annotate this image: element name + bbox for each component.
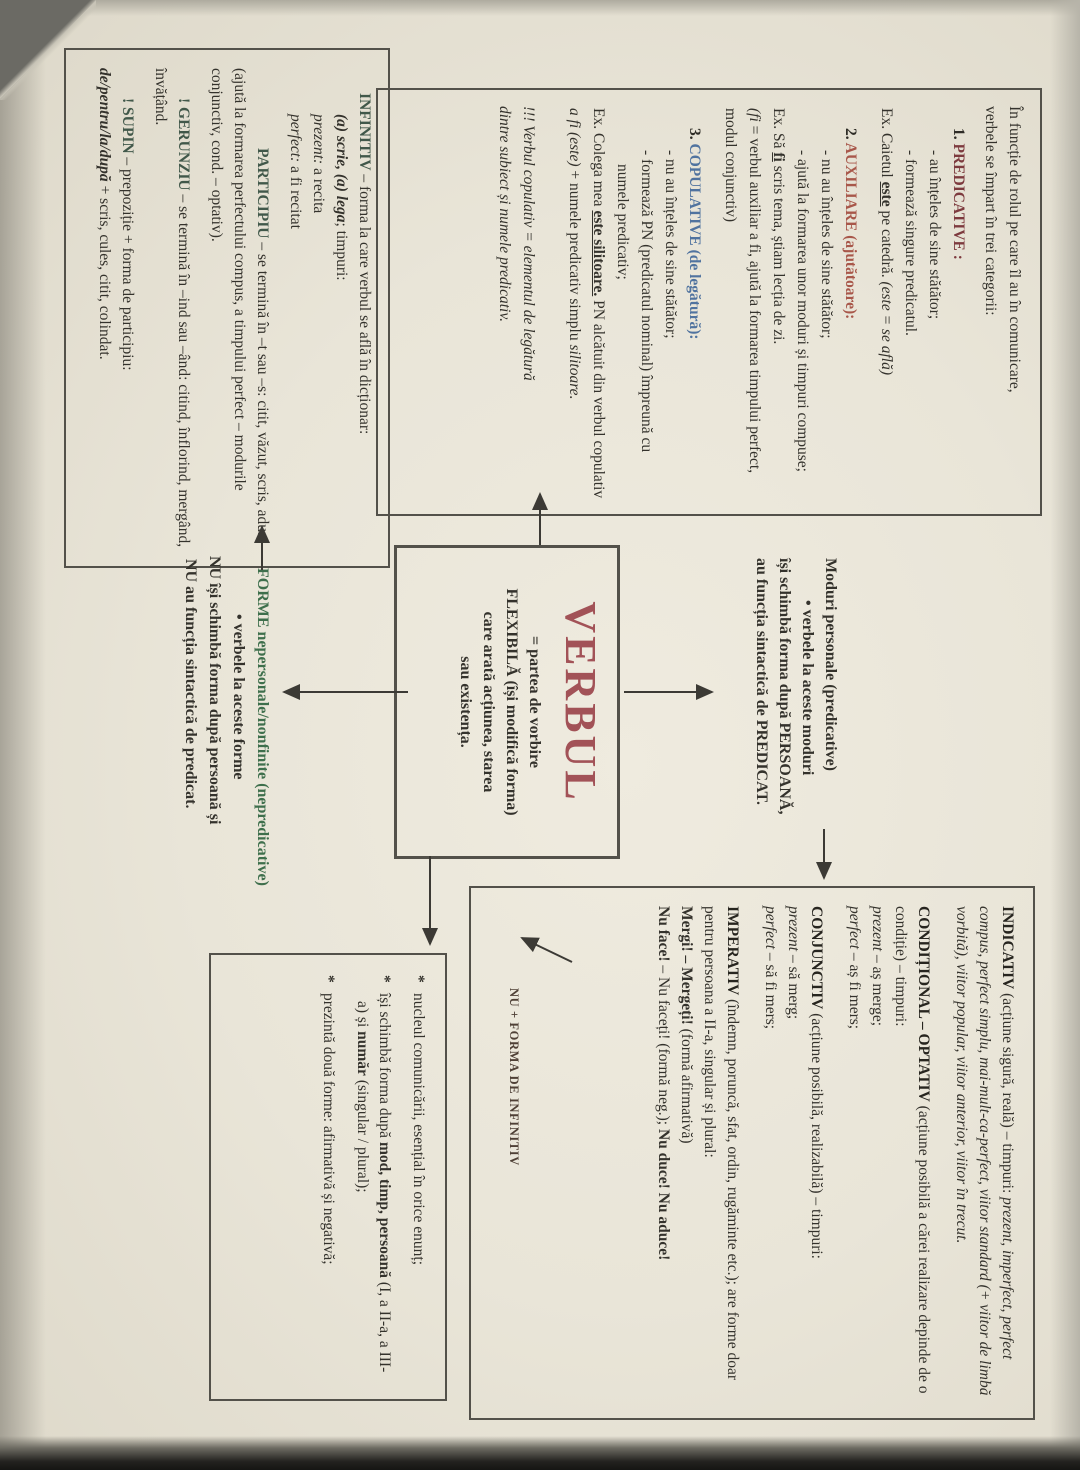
imperativ-group: IMPERATIV (îndemn, poruncă, sfat, ordin, rugăminte etc.); are forme doar pentru persoana a II-a, singular și plural: Mergi! – Mergeți! (formă afirmativă) Nu face! – Nu faceți! (formă neg.); Nu duce! Nu aduce! — [655, 906, 741, 1381]
imperativ-heading: IMPERATIV — [724, 906, 741, 996]
predicative-point: - formează singure predicatul. — [902, 150, 919, 336]
copulative-example: Ex. Colega mea este silitoare. PN alcătuit din verbul copulativ a fi (este) + numele predicativ simplu silitoare. — [566, 108, 607, 499]
indicativ-heading: INDICATIV — [999, 906, 1016, 990]
verbul-definition: care arată acțiunea, starea — [480, 611, 497, 793]
trait-item: *își schimbă forma după mod, timp, persoană (I, a II-a, a III-a) și număr (singular / plural); — [354, 975, 393, 1373]
predicative-point: - au înțeles de sine stătător; — [926, 150, 943, 320]
section-number: 3. — [686, 128, 703, 140]
participiu-group: PARTICIPIU – se termină în –t sau –s: citit, văzut, scris, adus (ajută la formarea perfectului compus, a timpului perfect – modurile conjunctiv, cond. – optativ). — [208, 68, 271, 539]
indicativ-group: INDICATIV (acțiune sigură, reală) – timpuri: prezent, imperfect, perfect compus, perfect simplu, mai-mult-ca-perfect, viitor standard (+ viitor de limbă vorbită), viitor popular, viitor anterior, viitor în trecut. — [953, 906, 1016, 1396]
copulative-heading: COPULATIVE (de legătură): — [686, 143, 703, 340]
scan-edge-right — [1050, 0, 1080, 1470]
predicative-heading: PREDICATIVE : — [950, 143, 967, 260]
personal-moods-box — [469, 886, 1035, 1420]
personal-moods-heading: Moduri personale (predicative) — [822, 558, 839, 772]
personal-moods-label: Moduri personale (predicative) • verbele la aceste moduri își schimbă forma după PERSOANĂ, au funcția sintactică de PREDICAT. — [750, 558, 842, 878]
section-copulative — [562, 106, 706, 500]
auxiliare-point: - ajută la formarea unor moduri și timpuri compuse; — [794, 150, 811, 472]
categories-intro-2: verbele se împart în trei categorii: — [982, 106, 999, 316]
auxiliare-heading: AUXILIARE (ajutătoare): — [842, 142, 859, 320]
infinitiv-group: INFINITIV – forma la care verbul se află în dicționar: (a) scrie, (a) lega; timpuri: prezent: a recita perfect: a fi recitat — [287, 93, 373, 435]
conjunctiv-group: CONJUNCTIV (acțiune posibilă, realizabilă) – timpuri: prezent – să merg; perfect – să fi mers; — [762, 906, 825, 1259]
gerunziu-heading: ! GERUNZIU — [175, 98, 192, 191]
scan-edge-bottom — [0, 1436, 1080, 1470]
copulative-note: !!! Verbul copulativ = elementul de legătură dintre subiect și numele predicativ. — [496, 106, 537, 381]
scan-edge-top — [0, 0, 1080, 16]
scan-edge-left — [0, 0, 54, 1470]
copulative-point: - nu au înțeles de sine stătător; — [662, 150, 679, 339]
auxiliare-example: Ex. Să fi scris tema, știam lecția de zi. — [770, 108, 787, 345]
verbul-definition: = partea de vorbire — [526, 636, 543, 768]
conditional-heading: CONDIȚIONAL – OPTATIV — [915, 906, 932, 1102]
predicative-example: Ex. Caietul este pe catedră. (este = se află) — [878, 108, 895, 375]
participiu-heading: PARTICIPIU — [254, 148, 271, 239]
verbul-definition: sau existența. — [457, 656, 474, 748]
categories-intro: În funcție de rolul pe care îl au în comunicare, — [1006, 106, 1023, 393]
gerunziu-group: ! GERUNZIU – se termină în –ind sau –ând: citind, înflorind, mergând, învățând. — [152, 68, 192, 548]
nonpersonal-forms-label: FORME nepersonale/nonfinite (nepredicative) • verbele la aceste forme NU își schimbă forma după persoană și NU au funcția sintactică de predicat. — [178, 510, 274, 940]
nonpersonal-forms-heading: FORME nepersonale/nonfinite (nepredicative) — [254, 568, 271, 886]
auxiliare-point: - nu au înțeles de sine stătător; — [818, 150, 835, 339]
verbul-definition: FLEXIBILĂ (își modifică forma) — [503, 588, 520, 816]
section-number: 2. — [842, 128, 859, 140]
verb-categories-box — [376, 88, 1042, 516]
conjunctiv-heading: CONJUNCTIV — [808, 906, 825, 1010]
section-auxiliare — [718, 106, 862, 500]
supin-group: ! SUPIN – prepoziție + forma de participiu: de/pentru/la/după + scris, cules, citit, colindat. — [96, 68, 136, 371]
negative-imperative-note: NU + FORMA DE INFINITIV — [507, 988, 521, 1166]
page-corner-fold-edge — [0, 0, 96, 100]
nonpersonal-forms-box — [64, 48, 390, 568]
verbul-title: VERBUL — [556, 601, 605, 803]
copulative-point: - formează PN (predicatul nominal) împreună cu numele predicativ; — [614, 150, 655, 453]
trait-item: *prezintă două forme: afirmativă și negativă; — [320, 975, 337, 1265]
supin-heading: ! SUPIN — [119, 98, 136, 154]
infinitiv-heading: INFINITIV — [356, 93, 373, 171]
auxiliare-example-note: (fi = verbul auxiliar a fi, ajută la formarea timpului perfect, modul conjunctiv) — [722, 108, 763, 474]
section-number: 1. — [950, 128, 967, 140]
section-predicative — [874, 106, 970, 500]
conditional-group: CONDIȚIONAL – OPTATIV (acțiune posibilă a cărei realizare depinde de o condiție) – timpuri: prezent – aș merge; perfect – aș fi mers; — [846, 906, 932, 1394]
verbul-center-box — [394, 545, 620, 859]
trait-item: *nucleul comunicării, esențial în orice enunț; — [410, 975, 427, 1266]
verb-core-traits-box — [209, 953, 447, 1401]
